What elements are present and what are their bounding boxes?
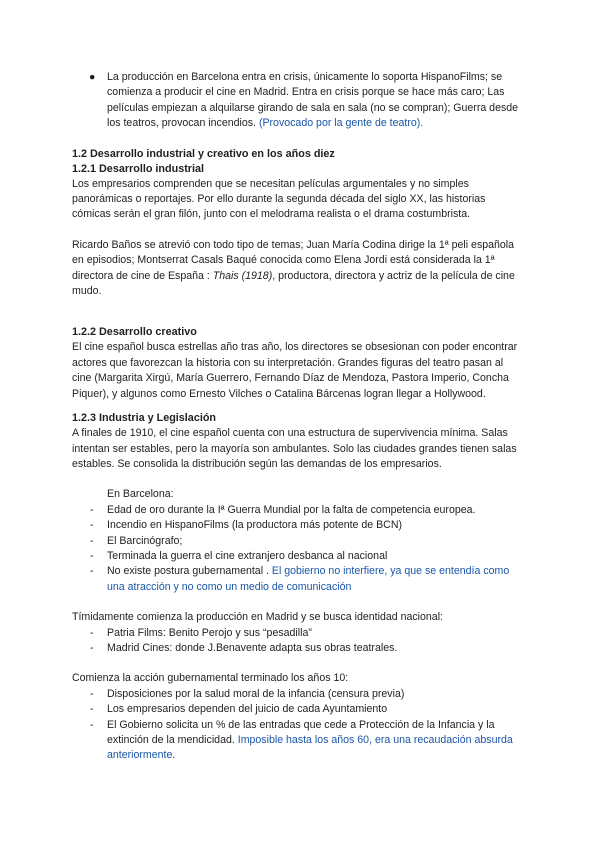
intro-bullet-text: La producción en Barcelona entra en crisis, únicamente lo soporta HispanoFilms; se comienza a producir el cine en Madrid. Entra en crisis porque se hace más caro; Las películas empiezan a alquilarse girando de sala en sala (no se compran); Guerra desde los teatros, provocan incendios. [107, 71, 519, 130]
list-item [72, 564, 524, 595]
barcelona-list [72, 503, 524, 595]
paragraph-industrial-2-text: Ricardo Baños se atrevió con todo tipo de temas; Juan María Codina dirige la 1ª peli española en episodios; Montserrat Casals Baqué conocida como Elena Jordi está considerada la 1ª directora de cine de España : [72, 238, 515, 282]
list-item [72, 534, 524, 549]
list-item [72, 549, 524, 564]
gov-label: Comienza la acción gubernamental terminado los años 10: [72, 672, 349, 685]
list-item-text: Los empresarios dependen del juicio de cada Ayuntamiento [107, 703, 388, 716]
paragraph-industrial-2 [72, 238, 524, 300]
list-item-text: Terminada la guerra el cine extranjero desbanca al nacional [107, 549, 388, 562]
list-item [72, 626, 524, 641]
dash-marker: - [90, 703, 94, 716]
list-item-note: El gobierno no interfiere, ya que se entendía como una atracción y no como un medio de comunicación [107, 565, 510, 593]
paragraph-legislacion: A finales de 1910, el cine español cuenta con una estructura de supervivencia mínima. Salas intentan ser estables, pero la mayoría son ambulantes. Solo las ciudades grandes tienen salas estables. Se consolida la distribución según las demandas de los empresarios. [72, 427, 517, 470]
section-heading-1-2-3: 1.2.3 Industria y Legislación [72, 412, 217, 425]
list-item [72, 687, 524, 702]
section-heading-1-2-1: 1.2.1 Desarrollo industrial [72, 162, 205, 175]
list-item [72, 702, 524, 717]
paragraph-creativo: El cine español busca estrellas año tras año, los directores se obsesionan con poder encontrar actores que favorezcan la historia con su interpretación. Grandes figuras del teatro pasan al cine (Margarita Xirgú, María Guerrero, Fernando Díaz de Mendoza, Pastora Imperio, Concha Piquer), y algunos como Ernesto Vilches o Catalina Bárcenas logran llegar a Hollywood. [72, 341, 518, 400]
dash-marker: - [90, 626, 94, 639]
list-item-text: Patria Films: Benito Perojo y sus “pesadilla” [107, 626, 312, 639]
intro-bullet-note: (Provocado por la gente de teatro). [258, 117, 424, 130]
madrid-list [72, 626, 524, 657]
list-item-text: Edad de oro durante la Iª Guerra Mundial por la falta de competencia europea. [107, 503, 476, 516]
dash-marker: - [90, 565, 94, 578]
list-item [72, 641, 524, 656]
dash-marker: - [90, 519, 94, 532]
section-heading-1-2: 1.2 Desarrollo industrial y creativo en los años diez [72, 147, 335, 160]
list-item-text: El Gobierno solicita un % de las entradas que cede a Protección de la Infancia y la extinción de la mendicidad. [107, 718, 495, 746]
list-item [72, 503, 524, 518]
list-item-text: Disposiciones por la salud moral de la infancia (censura previa) [107, 687, 405, 700]
paragraph-industrial-2-end: , productora, directora y actriz de la película de cine mudo. [72, 269, 515, 298]
barcelona-label: En Barcelona: [107, 488, 174, 501]
bullet-marker: ● [89, 71, 96, 83]
list-item-text: El Barcinógrafo; [107, 534, 183, 547]
list-item-text: No existe postura gubernamental . [107, 565, 272, 578]
list-item-note: Imposible hasta los años 60, era una recaudación absurda anteriormente [107, 734, 513, 762]
dash-marker: - [90, 549, 94, 562]
paragraph-industrial-1: Los empresarios comprenden que se necesitan películas argumentales y no simples panorámicas o reportajes. Por ello durante la segunda década del siglo XX, las historias cómicas serán el gran filón, junto con el melodrama realista o el drama costumbrista. [72, 177, 486, 221]
list-item [72, 718, 524, 764]
dash-marker: - [90, 687, 94, 700]
intro-bullet-item [72, 70, 524, 132]
dash-marker: - [90, 534, 94, 547]
list-item [72, 518, 524, 533]
dash-marker: - [90, 503, 94, 516]
madrid-label: Tímidamente comienza la producción en Madrid y se busca identidad nacional: [72, 611, 443, 624]
section-heading-1-2-2: 1.2.2 Desarrollo creativo [72, 326, 197, 339]
film-title-thais: Thais (1918) [212, 269, 273, 282]
dash-marker: - [90, 641, 94, 654]
gov-list [72, 687, 524, 764]
list-item-text: Madrid Cines: donde J.Benavente adapta sus obras teatrales. [107, 641, 398, 654]
dash-marker: - [90, 718, 94, 731]
list-item-end: . [172, 749, 176, 762]
list-item-text: Incendio en HispanoFilms (la productora más potente de BCN) [107, 519, 403, 532]
